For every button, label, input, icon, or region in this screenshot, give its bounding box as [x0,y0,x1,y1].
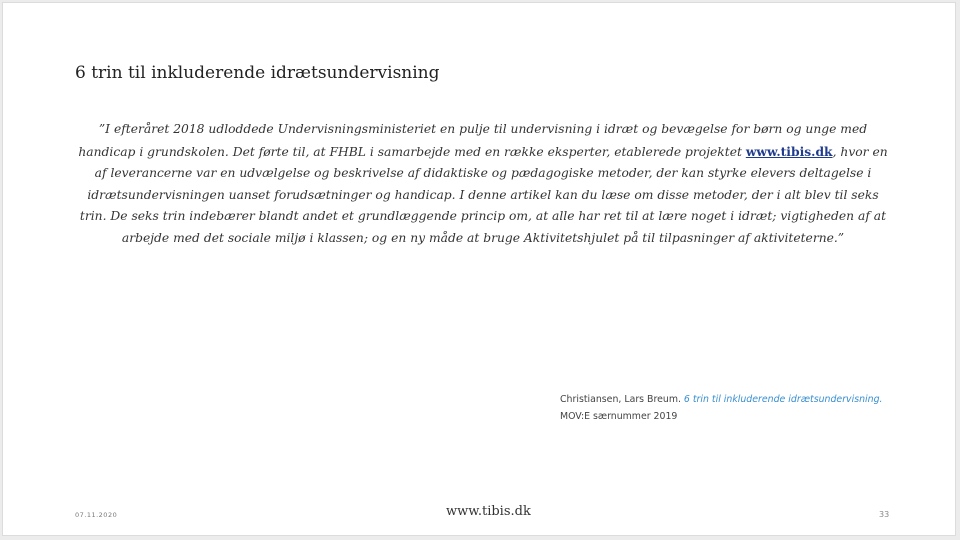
quote-text-after: , hvor en af leverancerne var en udvælgelse og beskrivelse af didaktiske og pædagogiske metoder, der kan styrke elevers deltagelse i idrætsundervisningen uanset forudsætninger og handicap. I denne artikel kan du læse om disse metoder, der i alt blev til seks trin. De seks trin indebærer blandt andet et grundlæggende princip om, at alle har ret til at lære noget i idræt; vigtigheden af at arbejde med det sociale miljø i klassen; og en ny måde at bruge Aktivitetshjulet på til tilpasninger af aktiviteterne.” [79,144,888,245]
footer-site: www.tibis.dk [446,504,531,519]
footer-date: 07.11.2020 [75,511,118,519]
quote-paragraph [73,119,893,249]
tibis-link[interactable]: www.tibis.dk [745,143,833,159]
citation-source: MOV:E særnummer 2019 [560,411,678,422]
slide [2,2,956,536]
citation-line-1 [560,391,883,408]
citation-title: 6 trin til inkluderende idrætsundervisning. [683,394,883,405]
page-number: 33 [879,510,890,519]
quote-text-before: ”I efteråret 2018 udloddede Undervisningsministeriet en pulje til undervisning i idræt og bevægelse for børn og unge med handicap i grundskolen. Det førte til, at FHBL i samarbejde med en række eksperter, etablerede projektet [78,122,868,159]
citation-author: Christiansen, Lars Breum. [560,394,684,405]
citation [560,391,883,425]
slide-title: 6 trin til inkluderende idrætsundervisning [75,63,440,83]
